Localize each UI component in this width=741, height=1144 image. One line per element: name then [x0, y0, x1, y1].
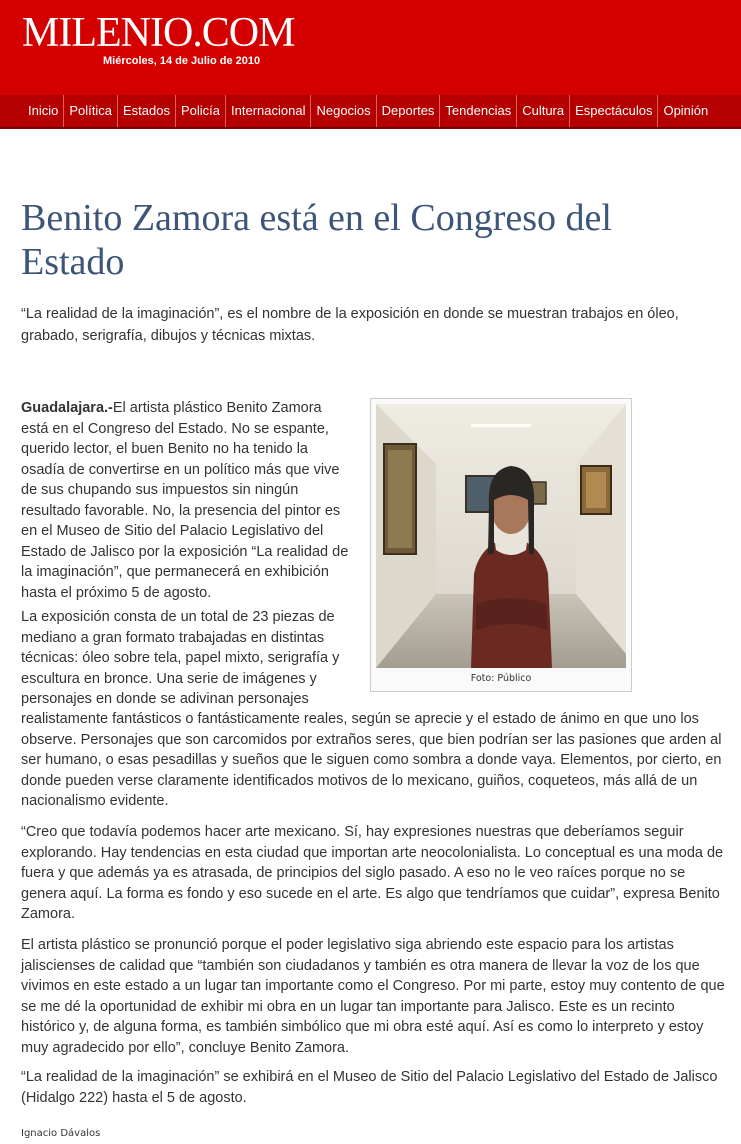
nav-item-estados[interactable]: Estados: [117, 95, 175, 127]
nav-item-politica[interactable]: Política: [63, 95, 117, 127]
paragraph-1-text: El artista plástico Benito Zamora está en el Congreso del Estado. No se espante, querido lector, el buen Benito no ha tenido la osadía de convertirse en un político más que vive de sus chupando sus impuestos sin ningún resultado favorable. No, la presencia del pintor es en el Museo de Sitio del Palacio Legislativo del Estado de Jalisco por la exposición “La realidad de la imaginación”, que permanecerá en exhibición hasta el próximo 5 de agosto.: [21, 400, 349, 601]
article-lede: “La realidad de la imaginación”, es el nombre de la exposición en donde se muestran trabajos en óleo, grabado, serigrafía, dibujos y técnicas mixtas.: [21, 306, 679, 344]
paragraph-5: “La realidad de la imaginación” se exhibirá en el Museo de Sitio del Palacio Legislativo del Estado de Jalisco (Hidalgo 222) hasta el 5 de agosto.: [21, 1069, 718, 1106]
nav-item-deportes[interactable]: Deportes: [376, 95, 440, 127]
nav-item-negocios[interactable]: Negocios: [310, 95, 375, 127]
nav-list: [22, 95, 713, 127]
artist-photo: [376, 404, 626, 668]
paragraph-1: [21, 398, 353, 603]
nav-item-opinion[interactable]: Opinión: [657, 95, 713, 127]
nav-item-cultura[interactable]: Cultura: [516, 95, 569, 127]
nav-item-espectaculos[interactable]: Espectáculos: [569, 95, 657, 127]
photo-box: [370, 398, 632, 692]
paragraph-2-full: realistamente fantásticos o fantásticamente reales, según se aprecie y el estado de ánimo en que uno los observe. Personajes que son carcomidos por extraños seres, que bien podrían ser las pasiones que arden al ser humano, o esas pesadillas y sueños que le siguen como sombra a donde vaya. Elementos, por cierto, en donde pueden verse claramente identificados motivos de lo mexicano, guiños, coqueteos, más allá de un nacionalismo evidente.: [21, 711, 722, 809]
masthead: [0, 0, 741, 95]
article-title: Benito Zamora está en el Congreso del Estado: [21, 197, 612, 283]
paragraph-2-column: La exposición consta de un total de 23 piezas de mediano a gran formato trabajadas en distintas técnicas: óleo sobre tela, papel mixto, serigrafía y escultura en bronce. Una serie de imágenes y personajes en donde se adivinan personajes: [21, 609, 340, 707]
nav-item-tendencias[interactable]: Tendencias: [439, 95, 516, 127]
author-byline: Ignacio Dávalos: [21, 1128, 101, 1139]
photo-caption: Foto: Público: [470, 673, 532, 684]
paragraph-3: “Creo que todavía podemos hacer arte mexicano. Sí, hay expresiones nuestras que deberíamos seguir explorando. Hay tendencias en esta ciudad que importan arte neocolonialista. Lo conceptual es una moda de fuera y que además ya es atrasada, de principios del siglo pasado. A eso no le veo raíces porque no se genera aquí. La forma es fondo y eso sucede en el arte. Es algo que tendríamos que cuidar”, expresa Benito Zamora.: [21, 824, 724, 922]
site-logo[interactable]: MILENIO.COM: [22, 10, 295, 56]
nav-item-internacional[interactable]: Internacional: [225, 95, 310, 127]
paragraph-4: El artista plástico se pronunció porque el poder legislativo siga abriendo este espacio para los artistas jaliscienses de calidad que “también son ciudadanos y también es otra manera de llevar la voz de los que vivimos en este estado a un lugar tan importante como el Congreso. Por mi parte, estoy muy contento de que se me dé la oportunidad de exhibir mi obra en un lugar tan importante para Jalisco. Este es un recinto histórico y, de alguna forma, es también simbólico que mi obra esté aquí. Así es como lo interpreto y estoy muy agradecido por ello”, concluye Benito Zamora.: [21, 937, 725, 1056]
edition-date: Miércoles, 14 de Julio de 2010: [103, 55, 261, 67]
artist-photo-illustration: [376, 404, 626, 668]
nav-item-policia[interactable]: Policía: [175, 95, 225, 127]
main-nav: [0, 95, 741, 129]
nav-item-inicio[interactable]: Inicio: [28, 103, 59, 118]
dateline-place: Guadalajara.-: [21, 400, 113, 416]
